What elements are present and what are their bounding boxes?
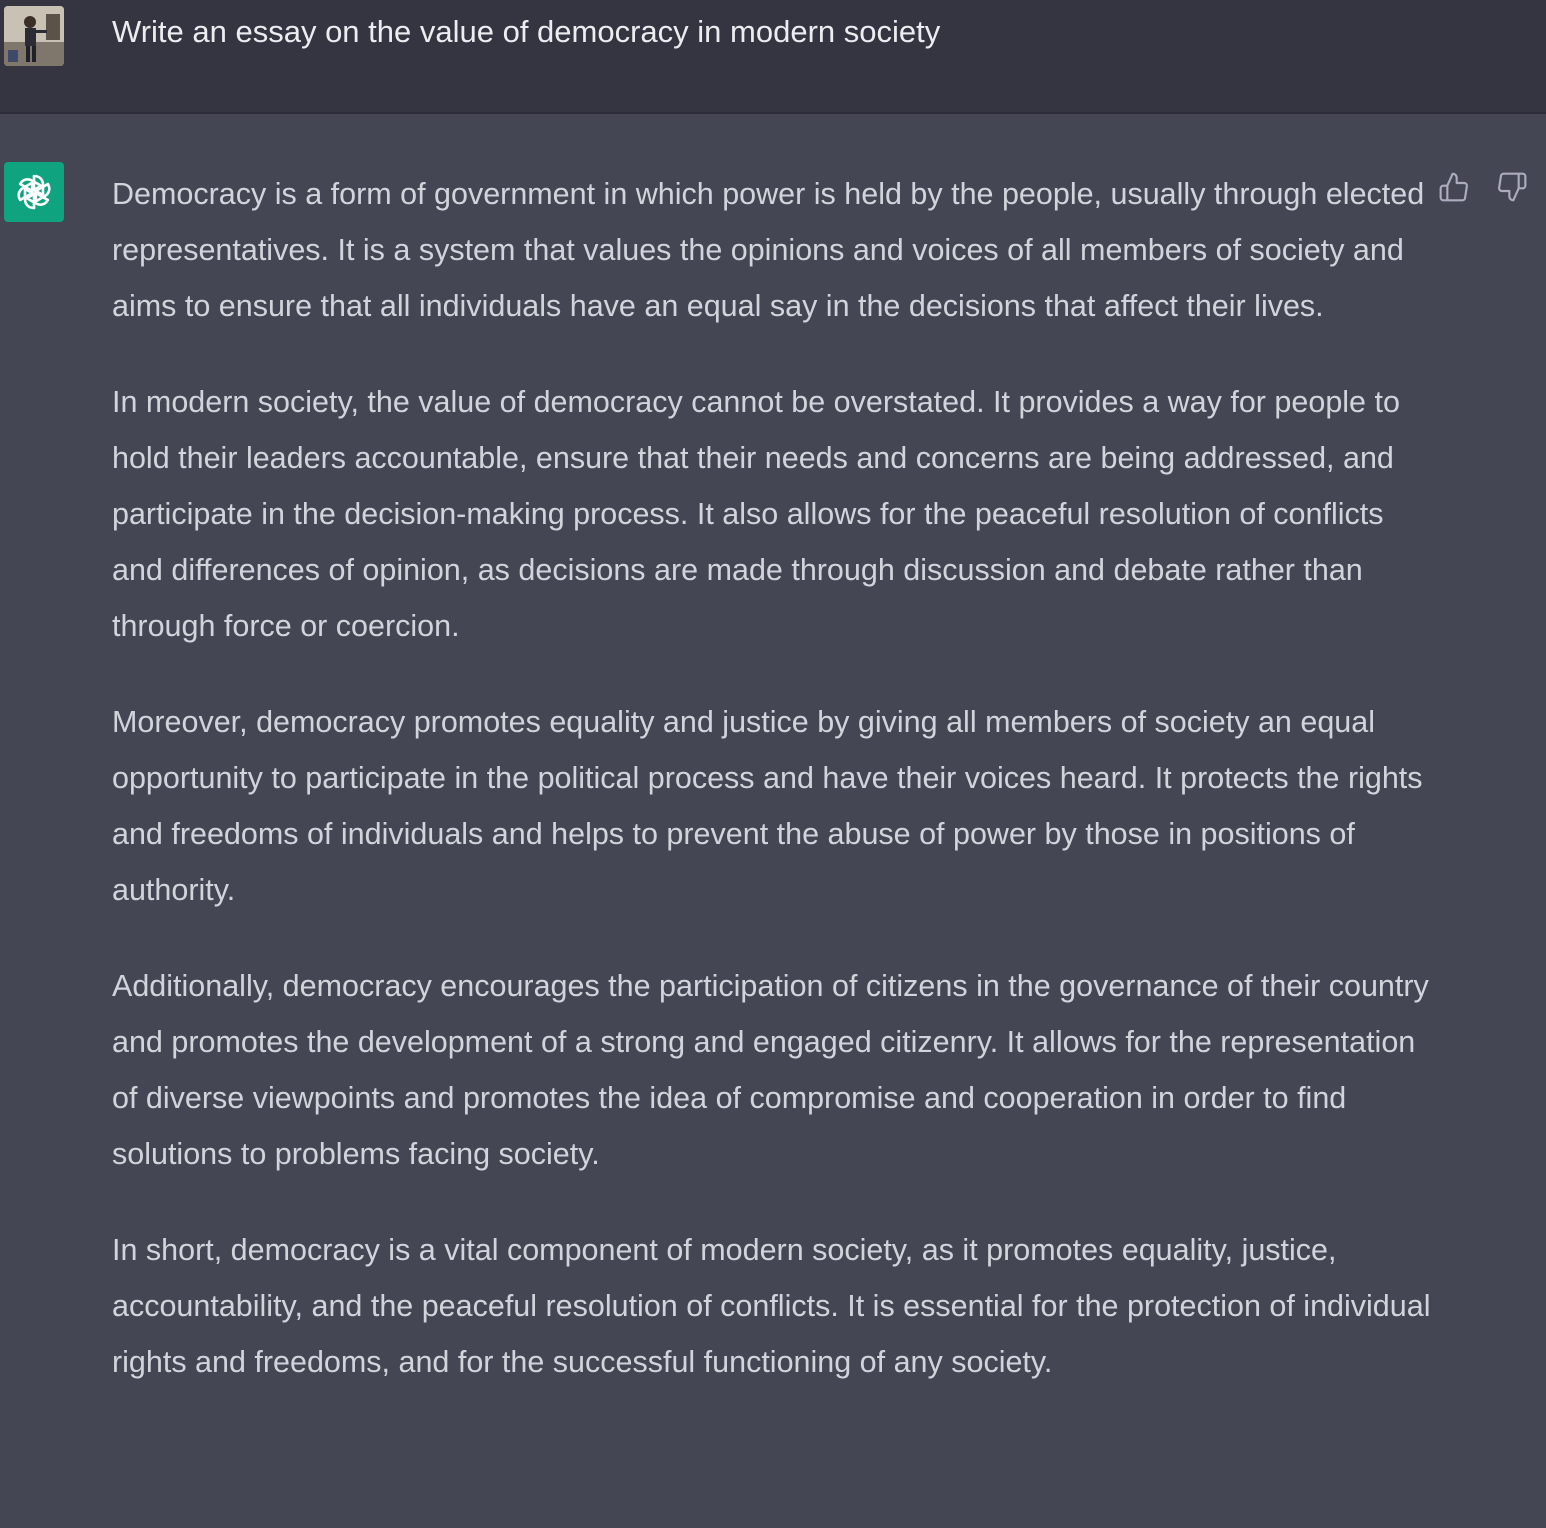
user-message-row: [0, 0, 1546, 114]
thumbs-up-button[interactable]: [1436, 168, 1472, 206]
user-message-text: Write an essay on the value of democracy in modern society: [112, 14, 941, 49]
assistant-response: [112, 166, 1432, 1390]
thumbs-down-icon: [1496, 171, 1528, 203]
user-photo: [4, 6, 64, 66]
thumbs-up-icon: [1438, 171, 1470, 203]
response-paragraph-3: Moreover, democracy promotes equality and justice by giving all members of society an equal opportunity to participate in the political process and have their voices heard. It protects the rights and freedoms of individuals and helps to prevent the abuse of power by those in positions of authority.: [112, 705, 1423, 907]
response-paragraph-4: Additionally, democracy encourages the participation of citizens in the governance of their country and promotes the development of a strong and engaged citizenry. It allows for the representation of diverse viewpoints and promotes the idea of compromise and cooperation in order to find solutions to problems facing society.: [112, 969, 1429, 1171]
assistant-message-row: [0, 114, 1546, 1526]
response-paragraph-2: In modern society, the value of democracy cannot be overstated. It provides a way for people to hold their leaders accountable, ensure that their needs and concerns are being addressed, and participate in the decision-making process. It also allows for the peaceful resolution of conflicts and differences of opinion, as decisions are made through discussion and debate rather than through force or coercion.: [112, 385, 1400, 643]
response-paragraph-5: In short, democracy is a vital component of modern society, as it promotes equality, justice, accountability, and the peaceful resolution of conflicts. It is essential for the protection of individual rights and freedoms, and for the successful functioning of any society.: [112, 1233, 1431, 1379]
assistant-avatar: [4, 162, 64, 222]
openai-logo-icon: [12, 170, 56, 214]
thumbs-down-button[interactable]: [1494, 168, 1530, 206]
feedback-buttons: [1436, 168, 1530, 206]
response-paragraph-1: Democracy is a form of government in which power is held by the people, usually through elected representatives. It is a system that values the opinions and voices of all members of society and aims to ensure that all individuals have an equal say in the decisions that affect their lives.: [112, 177, 1425, 323]
user-avatar: [4, 6, 64, 66]
